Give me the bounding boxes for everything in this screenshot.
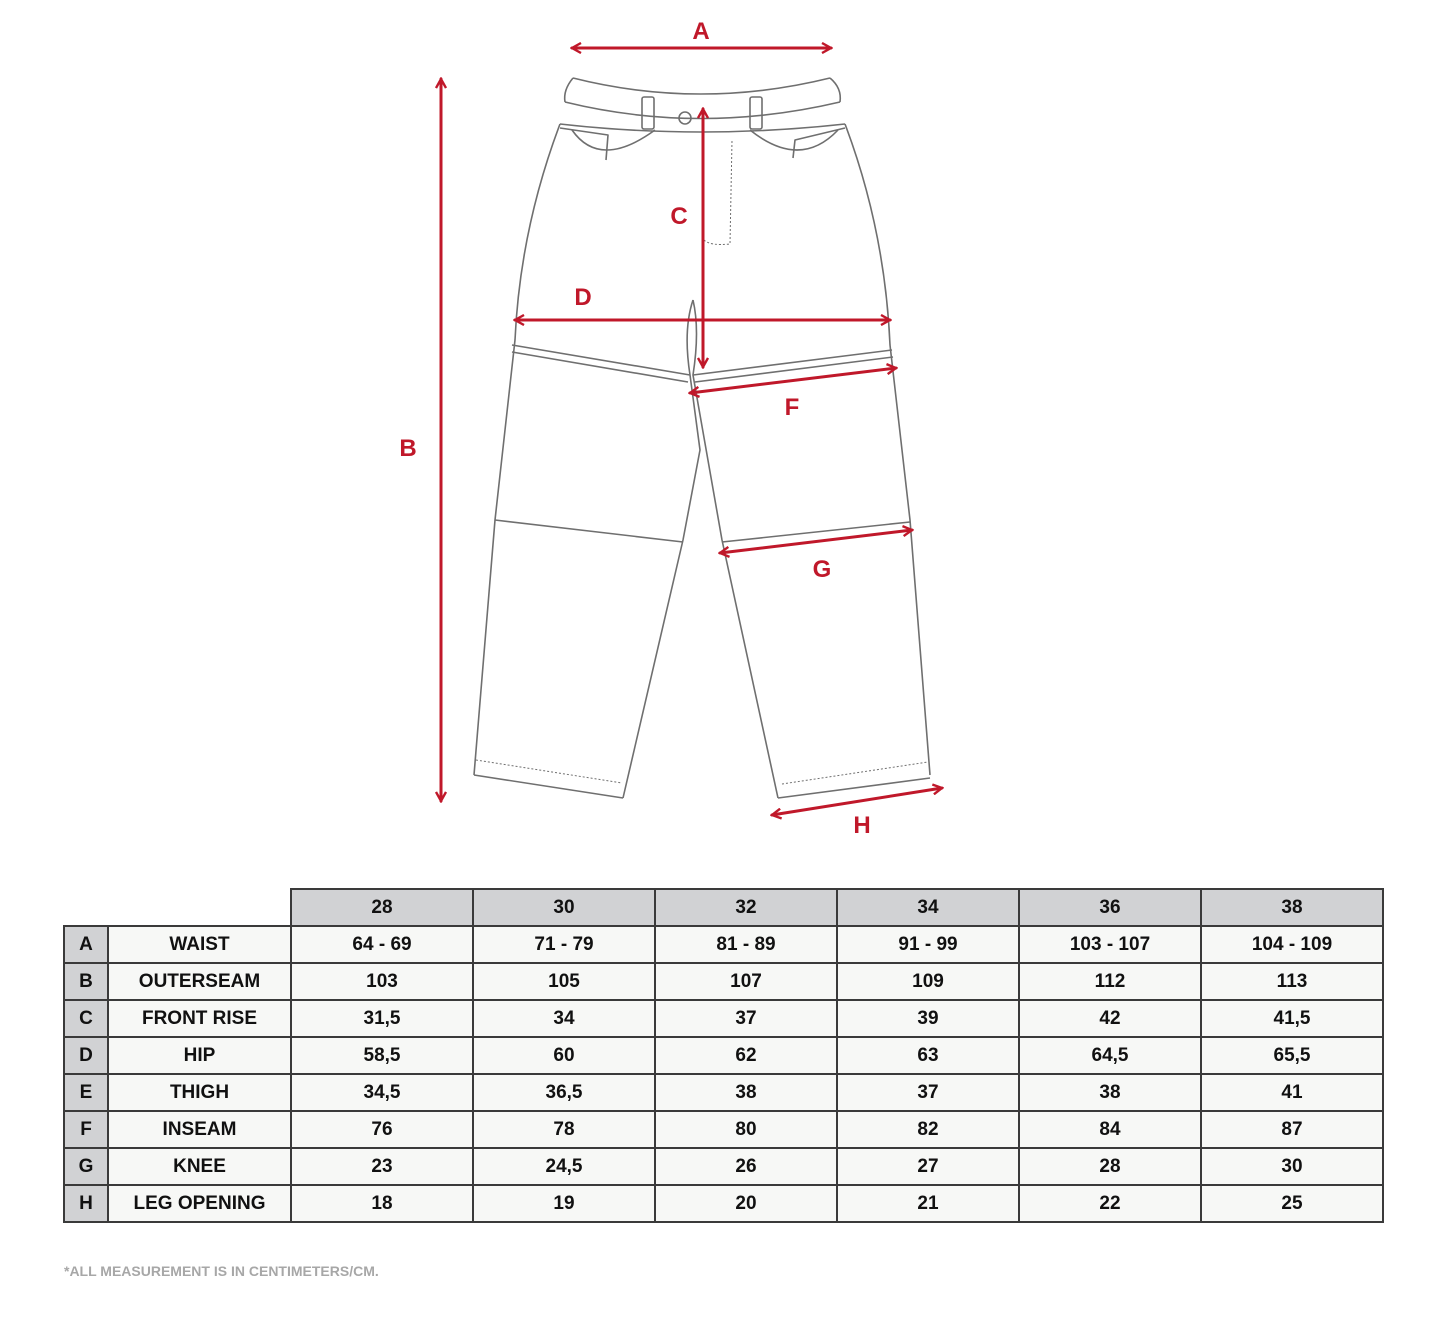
measurement-value: 34 [473, 1000, 655, 1037]
measurement-value: 39 [837, 1000, 1019, 1037]
size-header: 32 [655, 889, 837, 926]
measurement-value: 78 [473, 1111, 655, 1148]
measurement-value: 62 [655, 1037, 837, 1074]
measurement-value: 103 [291, 963, 473, 1000]
measurement-value: 81 - 89 [655, 926, 837, 963]
measurement-value: 112 [1019, 963, 1201, 1000]
measurement-value: 37 [655, 1000, 837, 1037]
measurement-value: 28 [1019, 1148, 1201, 1185]
measurement-value: 20 [655, 1185, 837, 1222]
measurement-name: HIP [108, 1037, 291, 1074]
row-letter: F [64, 1111, 108, 1148]
measurement-value: 109 [837, 963, 1019, 1000]
label-b: B [399, 435, 417, 462]
measurement-value: 58,5 [291, 1037, 473, 1074]
measurement-value: 27 [837, 1148, 1019, 1185]
measurement-value: 38 [655, 1074, 837, 1111]
measurement-value: 76 [291, 1111, 473, 1148]
measurement-value: 37 [837, 1074, 1019, 1111]
label-d: D [574, 284, 592, 311]
measurement-value: 82 [837, 1111, 1019, 1148]
measurement-value: 23 [291, 1148, 473, 1185]
measurement-value: 26 [655, 1148, 837, 1185]
table-row [64, 1185, 1383, 1222]
units-footnote: *ALL MEASUREMENT IS IN CENTIMETERS/CM. [64, 1263, 379, 1279]
measurement-value: 30 [1201, 1148, 1383, 1185]
measurement-value: 38 [1019, 1074, 1201, 1111]
label-c: C [670, 203, 688, 230]
measurement-value: 18 [291, 1185, 473, 1222]
measurement-value: 60 [473, 1037, 655, 1074]
measurement-value: 25 [1201, 1185, 1383, 1222]
measurement-value: 87 [1201, 1111, 1383, 1148]
size-chart-table [63, 888, 1384, 1223]
measurement-value: 64,5 [1019, 1037, 1201, 1074]
size-header-row [64, 889, 1383, 926]
measurement-value: 105 [473, 963, 655, 1000]
measurement-value: 24,5 [473, 1148, 655, 1185]
measurement-value: 22 [1019, 1185, 1201, 1222]
size-header: 28 [291, 889, 473, 926]
measurement-value: 19 [473, 1185, 655, 1222]
row-letter: H [64, 1185, 108, 1222]
measurement-value: 65,5 [1201, 1037, 1383, 1074]
measurement-value: 80 [655, 1111, 837, 1148]
measurement-value: 113 [1201, 963, 1383, 1000]
measurement-value: 91 - 99 [837, 926, 1019, 963]
measurement-value: 63 [837, 1037, 1019, 1074]
measurement-name: FRONT RISE [108, 1000, 291, 1037]
size-header: 30 [473, 889, 655, 926]
measurement-value: 104 - 109 [1201, 926, 1383, 963]
measurement-value: 64 - 69 [291, 926, 473, 963]
measurement-name: LEG OPENING [108, 1185, 291, 1222]
arrow-h [772, 788, 942, 815]
label-h: H [853, 812, 871, 839]
measurement-name: THIGH [108, 1074, 291, 1111]
label-f: F [784, 394, 800, 421]
size-header: 34 [837, 889, 1019, 926]
row-letter: E [64, 1074, 108, 1111]
measurement-value: 41 [1201, 1074, 1383, 1111]
measurement-value: 36,5 [473, 1074, 655, 1111]
measurement-value: 34,5 [291, 1074, 473, 1111]
blank-corner [64, 889, 291, 926]
table-row [64, 1148, 1383, 1185]
size-header: 38 [1201, 889, 1383, 926]
row-letter: A [64, 926, 108, 963]
measurement-value: 84 [1019, 1111, 1201, 1148]
row-letter: C [64, 1000, 108, 1037]
measurement-value: 103 - 107 [1019, 926, 1201, 963]
measurement-value: 42 [1019, 1000, 1201, 1037]
table-row [64, 1074, 1383, 1111]
table-row [64, 1000, 1383, 1037]
label-a: A [692, 18, 710, 45]
measurement-value: 21 [837, 1185, 1019, 1222]
measurement-name: WAIST [108, 926, 291, 963]
row-letter: G [64, 1148, 108, 1185]
table-row [64, 963, 1383, 1000]
table-row [64, 926, 1383, 963]
measurement-name: INSEAM [108, 1111, 291, 1148]
arrow-g [720, 530, 912, 553]
measurement-value: 107 [655, 963, 837, 1000]
row-letter: D [64, 1037, 108, 1074]
size-header: 36 [1019, 889, 1201, 926]
measurement-value: 71 - 79 [473, 926, 655, 963]
label-g: G [812, 556, 832, 583]
measurement-name: KNEE [108, 1148, 291, 1185]
measurement-value: 31,5 [291, 1000, 473, 1037]
table-row [64, 1037, 1383, 1074]
table-row [64, 1111, 1383, 1148]
measurement-name: OUTERSEAM [108, 963, 291, 1000]
row-letter: B [64, 963, 108, 1000]
measurement-value: 41,5 [1201, 1000, 1383, 1037]
